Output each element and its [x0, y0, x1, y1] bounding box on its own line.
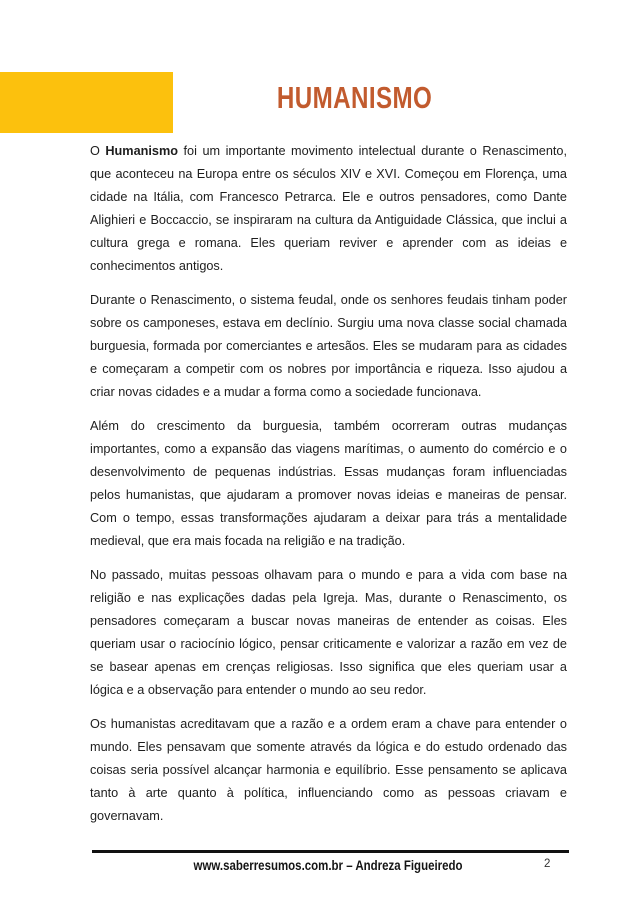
footer-site-author: www.saberresumos.com.br – Andreza Figueiredo	[193, 857, 464, 873]
paragraph-reason: No passado, muitas pessoas olhavam para o mundo e para a vida com base na religião e nas explicações dadas pela Igreja. Mas, durante o Renascimento, os pensadores começaram a buscar novas maneiras de entender as coisas. Eles queriam usar o raciocínio lógico, pensar criticamente e valorizar a razão em vez de se basear apenas em crenças religiosas. Isso significa que eles queriam usar a lógica e a observação para entender o mundo ao seu redor.	[90, 568, 567, 697]
page-number: 2	[544, 858, 551, 870]
paragraph-changes: Além do crescimento da burguesia, também ocorreram outras mudanças importantes, como a expansão das viagens marítimas, o aumento do comércio e o desenvolvimento de pequenas indústrias. Essas mudanças foram influenciadas pelos humanistas, que ajudaram a promover novas ideias e maneiras de pensar. Com o tempo, essas transformações ajudaram a deixar para trás a mentalidade medieval, que era mais focada na religião e na tradição.	[90, 419, 567, 548]
title-row	[0, 82, 641, 119]
paragraph-order: Os humanistas acreditavam que a razão e a ordem eram a chave para entender o mundo. Eles pensavam que somente através da lógica e do estudo ordenado das coisas seria possível alcançar harmonia e equilíbrio. Esse pensamento se aplicava tanto à arte quanto à política, influenciando como as pessoas criavam e governavam.	[90, 717, 567, 823]
page-footer	[90, 856, 567, 875]
paragraph-feudalism: Durante o Renascimento, o sistema feudal, onde os senhores feudais tinham poder sobre os camponeses, estava em declínio. Surgiu uma nova classe social chamada burguesia, formada por comerciantes e artesãos. Eles se mudaram para as cidades e começaram a competir com os nobres por importância e riqueza. Isso ajudou a criar novas cidades e a mudar a forma como a sociedade funcionava.	[90, 293, 567, 399]
document-body	[90, 140, 567, 839]
footer-divider-line	[92, 850, 569, 853]
page-title: HUMANISMO	[276, 80, 433, 115]
paragraph-intro	[90, 140, 567, 278]
paragraph-text: foi um importante movimento intelectual durante o Renascimento, que aconteceu na Europa entre os séculos XIV e XVI. Começou em Florença, uma cidade na Itália, com Francesco Petrarca. Ele e outros pensadores, como Dante Alighieri e Boccaccio, se inspiraram na cultura da Antiguidade Clássica, que inclui a cultura grega e romana. Eles queriam reviver e aprender com as ideias e conhecimentos antigos.	[90, 144, 567, 273]
paragraph-text: O	[90, 144, 106, 158]
bold-term-humanismo: Humanismo	[105, 144, 179, 158]
